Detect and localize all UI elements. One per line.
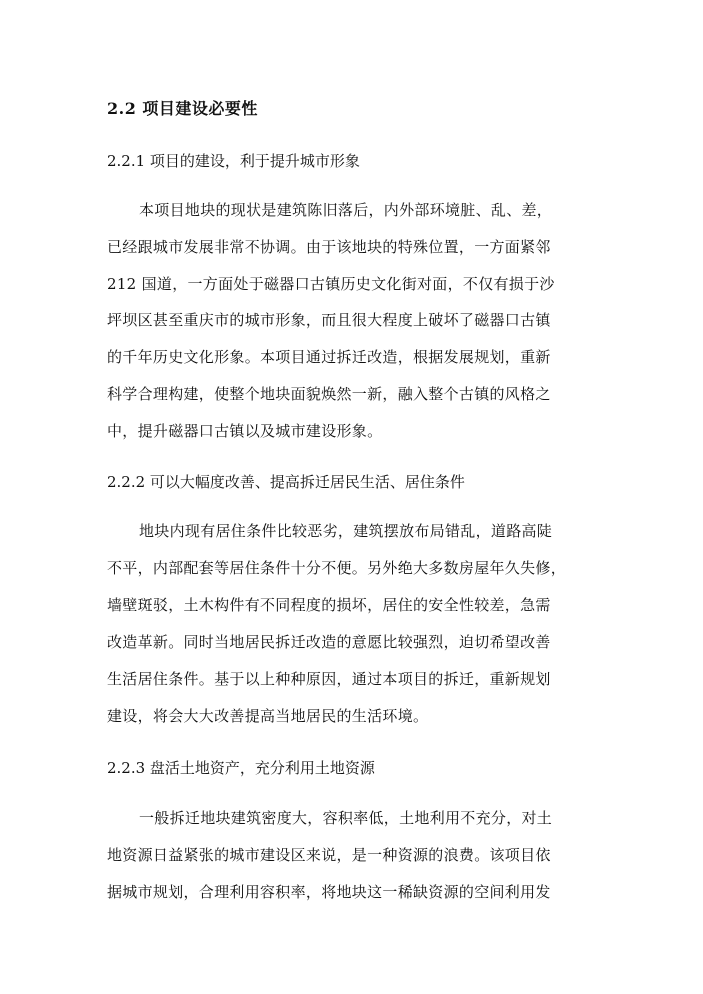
paragraph-line: 212 国道，一方面处于磁器口古镇历史文化街对面，不仅有损于沙 <box>107 275 555 293</box>
paragraph-line: 地块内现有居住条件比较恶劣，建筑摆放布局错乱，道路高陡 <box>139 522 553 540</box>
paragraph-line: 已经跟城市发展非常不协调。由于该地块的特殊位置，一方面紧邻 <box>107 238 551 256</box>
paragraph-line: 改造革新。同时当地居民拆迁改造的意愿比较强烈，迫切希望改善 <box>107 633 551 651</box>
paragraph-line: 中，提升磁器口古镇以及城市建设形象。 <box>107 422 383 440</box>
section-heading: 2.2 项目建设必要性 <box>107 99 258 118</box>
paragraph-line: 地资源日益紧张的城市建设区来说，是一种资源的浪费。该项目依 <box>107 846 551 864</box>
paragraph-line: 本项目地块的现状是建筑陈旧落后，内外部环境脏、乱、差， <box>139 201 553 219</box>
paragraph-line: 生活居住条件。基于以上种种原因，通过本项目的拆迁，重新规划 <box>107 670 551 688</box>
paragraph-line: 一般拆迁地块建筑密度大，容积率低，土地利用不充分，对土 <box>139 809 553 827</box>
subsection-heading-1: 2.2.1 项目的建设，利于提升城市形象 <box>107 152 360 170</box>
paragraph-line: 墙壁斑驳，土木构件有不同程度的损坏，居住的安全性较差，急需 <box>107 596 551 614</box>
subsection-heading-2: 2.2.2 可以大幅度改善、提高拆迁居民生活、居住条件 <box>107 473 465 491</box>
paragraph-line: 坪坝区甚至重庆市的城市形象，而且很大程度上破坏了磁器口古镇 <box>107 311 551 329</box>
paragraph-line: 不平，内部配套等居住条件十分不便。另外绝大多数房屋年久失修， <box>107 559 567 577</box>
paragraph-line: 建设，将会大大改善提高当地居民的生活环境。 <box>107 707 429 725</box>
paragraph-line: 的千年历史文化形象。本项目通过拆迁改造，根据发展规划，重新 <box>107 348 551 366</box>
paragraph-line: 据城市规划，合理利用容积率，将地块这一稀缺资源的空间利用发 <box>107 883 551 901</box>
paragraph-line: 科学合理构建，使整个地块面貌焕然一新，融入整个古镇的风格之 <box>107 385 551 403</box>
subsection-heading-3: 2.2.3 盘活土地资产，充分利用土地资源 <box>107 759 375 777</box>
